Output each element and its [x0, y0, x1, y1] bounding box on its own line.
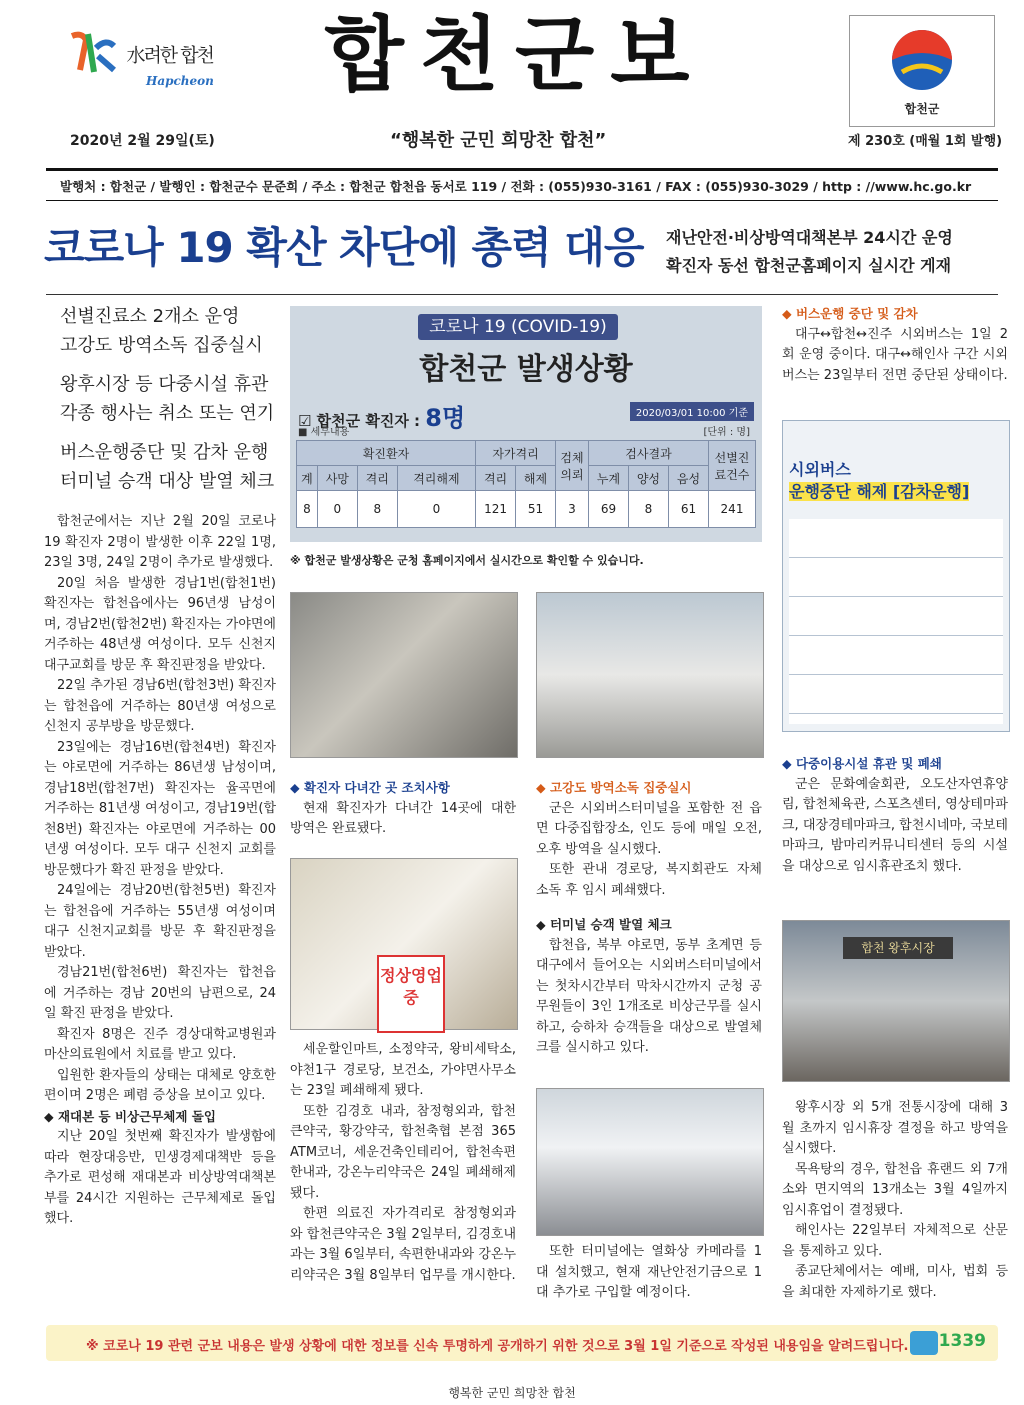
paragraph: 대구↔합천↔진주 시외버스는 1일 2회 운영 중이다. 대구↔해인사 구간 시외버스는 23일부터 전면 중단된 상태이다.	[782, 326, 1008, 383]
section-heading: ◆ 다중이용시설 휴관 및 폐쇄	[782, 756, 942, 771]
panel-date: 2020/03/01 10:00 기준	[630, 402, 754, 421]
column-3-article-cont	[536, 1242, 762, 1304]
county-emblem-icon	[850, 16, 994, 100]
table-header: 누계	[588, 466, 628, 491]
paragraph: 경남21번(합천6번) 확진자는 합천읍에 거주하는 경남 20번의 남편으로, 24일 확진 판정을 받았다.	[44, 965, 276, 1021]
table-column-header-row	[297, 466, 756, 491]
column-2-article	[290, 778, 516, 840]
section-heading: ◆ 재대본 등 비상근무체제 돌입	[44, 1108, 216, 1124]
slogan: “행복한 군민 희망찬 합천”	[390, 130, 607, 151]
meeting-photo	[290, 592, 518, 758]
panel-unit: [단위 : 명]	[703, 427, 750, 438]
logo-wordmark	[66, 30, 213, 76]
paragraph: 20일 처음 발생한 경남1번(합천1번) 확진자는 합천읍에사는 96년생 남성이며, 경남2번(합천2번) 확진자는 가야면에 거주하는 48년생 여성이다. 모두 신천지대구교회를 방문 후 확진판정을 받았다.	[44, 575, 276, 673]
table-cell: 3	[555, 491, 588, 528]
deck-group	[60, 438, 280, 496]
confirmed-count-label: ☑ 합천군 확진자 :	[298, 412, 426, 430]
table-header: 격리	[357, 466, 397, 491]
table-header: 검사결과	[588, 441, 708, 466]
logo-brand-text: 水려한 합천	[126, 44, 213, 67]
market-sign: 합천 왕후시장	[843, 937, 953, 959]
table-cell: 8	[628, 491, 668, 528]
subheadline-line-1: 재난안전·비상방역대책본부 24시간 운영	[666, 228, 953, 247]
table-cell: 0	[317, 491, 357, 528]
paragraph: 해인사는 22일부터 자체적으로 산문을 통제하고 있다.	[782, 1223, 1008, 1259]
bus-schedule-graphic	[782, 420, 1010, 732]
masthead-title: 합천군보	[324, 8, 706, 103]
deck-line: 고강도 방역소독 집중실시	[60, 335, 263, 356]
paragraph: 24일에는 경남20번(합천5번) 확진자는 합천읍에 거주하는 55년생 여성이며 대구 신천지교회를 방문 후 확진판정을 받았다.	[44, 883, 276, 960]
county-emblem	[849, 15, 995, 127]
paragraph: 왕후시장 외 5개 전통시장에 대해 3월 초까지 임시휴장 결정을 하고 방역을 실시했다.	[782, 1100, 1008, 1156]
column-4-article-cont	[782, 754, 1008, 877]
table-cell: 121	[476, 491, 516, 528]
header-rule	[46, 168, 998, 171]
disinfection-photo	[536, 592, 764, 758]
column-4-article	[782, 304, 1008, 386]
column-2-article-cont	[290, 1040, 516, 1286]
table-header: 사망	[317, 466, 357, 491]
table-header: 검체의뢰	[555, 441, 588, 491]
issue-number: 제 230호 (매월 1회 발행)	[848, 134, 1003, 149]
water-brush-icon	[66, 30, 118, 76]
column-4-article-end	[782, 1098, 1008, 1303]
table-cell: 61	[668, 491, 708, 528]
table-header: 격리	[476, 466, 516, 491]
column-1-article	[44, 512, 276, 1230]
table-cell: 69	[588, 491, 628, 528]
pubinfo-rule	[46, 200, 998, 201]
table-cell: 0	[397, 491, 475, 528]
paragraph: 합천읍, 북부 야로면, 동부 초계면 등 대구에서 들어오는 시외버스터미널에서는 첫차시간부터 막차시간까지 군청 공무원들이 3인 1개조로 비상근무를 실시하고, 승하차 승객들을 대상으로 발열체크를 실시하고 있다.	[536, 937, 762, 1055]
table-header: 해제	[516, 466, 556, 491]
deck-line: 터미널 승객 대상 발열 체크	[60, 471, 275, 492]
issue-date: 2020년 2월 29일(토)	[70, 133, 215, 149]
table-row	[297, 491, 756, 528]
table-header: 격리해제	[397, 466, 475, 491]
paragraph: 23일에는 경남16번(합천4번) 확진자는 야로면에 거주하는 86년생 남성이며, 경남18번(합천7번) 확진자는 율곡면에 거주하는 81년생 여성이고, 경남19번(합천8번) 확진자는 야로면에 거주하는 00년생 여성이다. 모두 대구 신천지 교회를 방문했다가 확진 판정을 받았다.	[44, 739, 276, 878]
logo-subtitle: Hapcheon	[146, 74, 214, 88]
panel-note: ※ 합천군 발생상황은 군청 홈페이지에서 실시간으로 확인할 수 있습니다.	[290, 554, 644, 567]
hapcheon-brand-logo	[66, 22, 236, 102]
health-badge-icon	[910, 1331, 938, 1355]
paragraph: 또한 터미널에는 열화상 카메라를 1대 설치했고, 현재 재난안전기금으로 1대 추가로 구입할 예정이다.	[536, 1244, 762, 1300]
panel-title: 합천군 발생상황	[419, 352, 633, 387]
covid-status-panel	[290, 306, 762, 542]
section-heading: ◆ 터미널 승객 발열 체크	[536, 917, 672, 932]
paragraph: 확진자 8명은 진주 경상대학교병원과 마산의료원에서 치료를 받고 있다.	[44, 1026, 276, 1062]
main-headline: 코로나 19 확산 차단에 총력 대응	[44, 223, 644, 272]
store-reopen-photo	[290, 858, 518, 1030]
paragraph: 한편 의료진 자가격리로 참정형외과와 합천큰약국은 3월 2일부터, 김경호내과는 3월 6일부터, 속편한내과와 강온누리약국은 3월 8일부터 업무를 개시한다.	[290, 1206, 516, 1283]
paragraph: 종교단체에서는 예배, 미사, 법회 등을 최대한 자제하기로 했다.	[782, 1264, 1008, 1300]
headline-rule	[46, 294, 998, 295]
paragraph: 현재 확진자가 다녀간 14곳에 대한 방역은 완료됐다.	[290, 800, 516, 836]
bottom-slogan: 행복한 군민 희망찬 합천	[448, 1386, 576, 1400]
column-3-article	[536, 778, 762, 1059]
deck-group	[60, 302, 280, 360]
covid-status-table	[296, 440, 756, 528]
publisher-info: 발행처 : 합천군 / 발행인 : 합천군수 문준희 / 주소 : 합천군 합천읍 동서로 119 / 전화 : (055)930-3161 / FAX : (055)930-3029 / http : //www.hc.go.kr	[60, 179, 972, 194]
paragraph: 또한 관내 경로당, 복지회관도 자체 소독 후 임시 폐쇄했다.	[536, 862, 762, 898]
table-header: 확진환자	[297, 441, 476, 466]
paragraph: 군은 시외버스터미널을 포함한 전 읍면 다중집합장소, 인도 등에 매일 오전, 오후 방역을 실시했다.	[536, 800, 762, 857]
table-cell: 8	[297, 491, 318, 528]
article-deck	[60, 302, 280, 506]
paragraph: 세운할인마트, 소정약국, 왕비세탁소, 야천1구 경로당, 보건소, 가야면사무소는 23일 폐쇄해제 됐다.	[290, 1042, 516, 1098]
subheadline-line-2: 확진자 동선 합천군홈페이지 실시간 게재	[666, 256, 952, 275]
bus-graphic-title-line-1: 시외버스	[789, 460, 851, 479]
deck-line: 각종 행사는 취소 또는 연기	[60, 403, 275, 424]
table-header: 음성	[668, 466, 708, 491]
paragraph: 목욕탕의 경우, 합천읍 휴랜드 외 7개소와 면지역의 13개소는 3월 4일까지 임시휴업이 결정됐다.	[782, 1161, 1008, 1218]
table-header: 계	[297, 466, 318, 491]
footer-notice-bar	[46, 1325, 998, 1361]
table-header: 선별진료건수	[709, 441, 756, 491]
paragraph: 군은 문화예술회관, 오도산자연휴양림, 합천체육관, 스포츠센터, 영상테마파크, 대장경테마파크, 합천시네마, 국보테마파크, 밤마리커뮤니티센터 등의 시설을 대상으로 임시휴관조치 했다.	[782, 776, 1008, 874]
emblem-label: 합천군	[904, 102, 940, 116]
paragraph: 지난 20일 첫번째 확진자가 발생함에 따라 현장대응반, 민생경제대책반 등을 추가로 편성해 재대본과 비상방역대책본부를 24시간 지원하는 근무체제로 돌입했다.	[44, 1129, 276, 1226]
paragraph: 또한 김경호 내과, 참정형외과, 합천큰약국, 황강약국, 합천축협 본점 365 ATM코너, 세운건축인테리어, 합천속편한내과, 강온누리약국은 24일 폐쇄해제 됐다.	[290, 1103, 516, 1201]
paragraph: 22일 추가된 경남6번(합천3번) 확진자는 합천읍에 거주하는 80년생 여성으로 신천지 공부방을 방문했다.	[44, 678, 276, 734]
bus-graphic-title-line-2	[789, 481, 969, 503]
section-heading: ◆ 버스운행 중단 및 감차	[782, 306, 918, 321]
store-sign: 정상영업중	[377, 955, 445, 1033]
panel-header: 코로나 19 (COVID-19)	[418, 314, 618, 340]
table-cell: 241	[709, 491, 756, 528]
table-header: 양성	[628, 466, 668, 491]
table-group-header-row	[297, 441, 756, 466]
panel-subtitle: ■ 세부내용	[298, 427, 350, 438]
paragraph: 입원한 환자들의 상태는 대체로 양호한 편이며 2명은 폐렴 증상을 보이고 있다.	[44, 1067, 276, 1103]
deck-line: 버스운행중단 및 감차 운행	[60, 442, 269, 463]
deck-line: 왕후시장 등 다중시설 휴관	[60, 374, 269, 395]
section-heading: ◆ 고강도 방역소독 집중실시	[536, 780, 692, 795]
subheadline	[666, 224, 953, 280]
hotline-1339: 1339	[938, 1331, 986, 1351]
deck-group	[60, 370, 280, 428]
bus-graphic-title	[789, 459, 969, 503]
bus-schedule-table	[789, 519, 1003, 724]
section-heading: ◆ 확진자 다녀간 곳 조치사항	[290, 780, 450, 795]
market-photo	[782, 920, 1010, 1082]
table-cell: 51	[516, 491, 556, 528]
deck-line: 선별진료소 2개소 운영	[60, 306, 240, 327]
footer-notice: ※ 코로나 19 관련 군보 내용은 발생 상황에 대한 정보를 신속 투명하게 공개하기 위한 것으로 3월 1일 기준으로 작성된 내용임을 알려드립니다.	[86, 1339, 909, 1354]
paragraph: 합천군에서는 지난 2월 20일 코로나 19 확진자 2명이 발생한 이후 22일 1명, 23일 3명, 24일 2명이 추가로 발생했다.	[44, 514, 276, 570]
bus-graphic-title-highlight: 운행중단 해제 [감차운행]	[789, 482, 970, 501]
table-header: 자가격리	[476, 441, 556, 466]
confirmed-count-value: 8명	[425, 404, 466, 432]
terminal-photo	[536, 1088, 764, 1236]
table-cell: 8	[357, 491, 397, 528]
